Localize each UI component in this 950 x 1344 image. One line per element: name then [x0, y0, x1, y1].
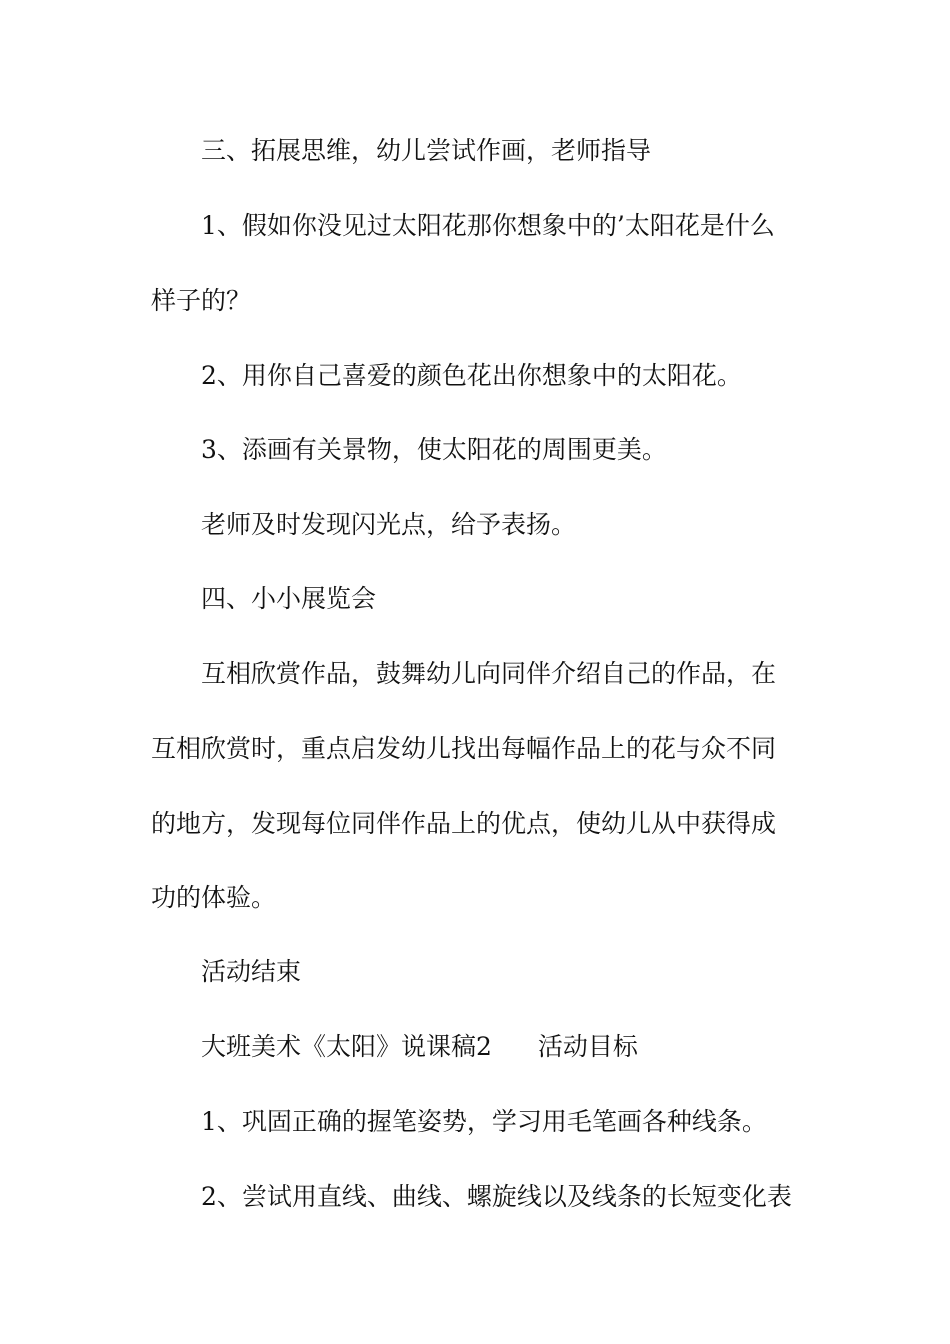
paragraph-section-four-heading: 四、小小展览会 — [201, 584, 377, 613]
paragraph-item-3: 3、添画有关景物，使太阳花的周围更美。 — [201, 435, 667, 464]
paragraph-goal-1: 1、巩固正确的握笔姿势，学习用毛笔画各种线条。 — [201, 1107, 767, 1136]
paragraph-item-1: 1、假如你没见过太阳花那你想象中的’太阳花是什么 — [201, 211, 775, 240]
paragraph-exhibition-line-4: 功的体验。 — [151, 883, 277, 912]
paragraph-item-2: 2、用你自己喜爱的颜色花出你想象中的太阳花。 — [201, 361, 742, 390]
lesson-title-line — [201, 1032, 638, 1062]
lesson-subtitle: 活动目标 — [537, 1032, 638, 1061]
paragraph-exhibition-line-1: 互相欣赏作品，鼓舞幼儿向同伴介绍自己的作品，在 — [201, 659, 777, 688]
paragraph-exhibition-line-2: 互相欣赏时，重点启发幼儿找出每幅作品上的花与众不同 — [151, 734, 777, 763]
paragraph-item-1-continued: 样子的？ — [151, 286, 252, 315]
paragraph-teacher-praise: 老师及时发现闪光点，给予表扬。 — [201, 510, 577, 539]
paragraph-activity-end: 活动结束 — [201, 957, 302, 986]
lesson-title: 大班美术《太阳》说课稿2 — [201, 1032, 492, 1061]
paragraph-goal-2: 2、尝试用直线、曲线、螺旋线以及线条的长短变化表 — [201, 1182, 792, 1211]
paragraph-exhibition-line-3: 的地方，发现每位同伴作品上的优点，使幼儿从中获得成 — [151, 809, 777, 838]
paragraph-section-three-heading: 三、拓展思维，幼儿尝试作画，老师指导 — [201, 136, 652, 165]
